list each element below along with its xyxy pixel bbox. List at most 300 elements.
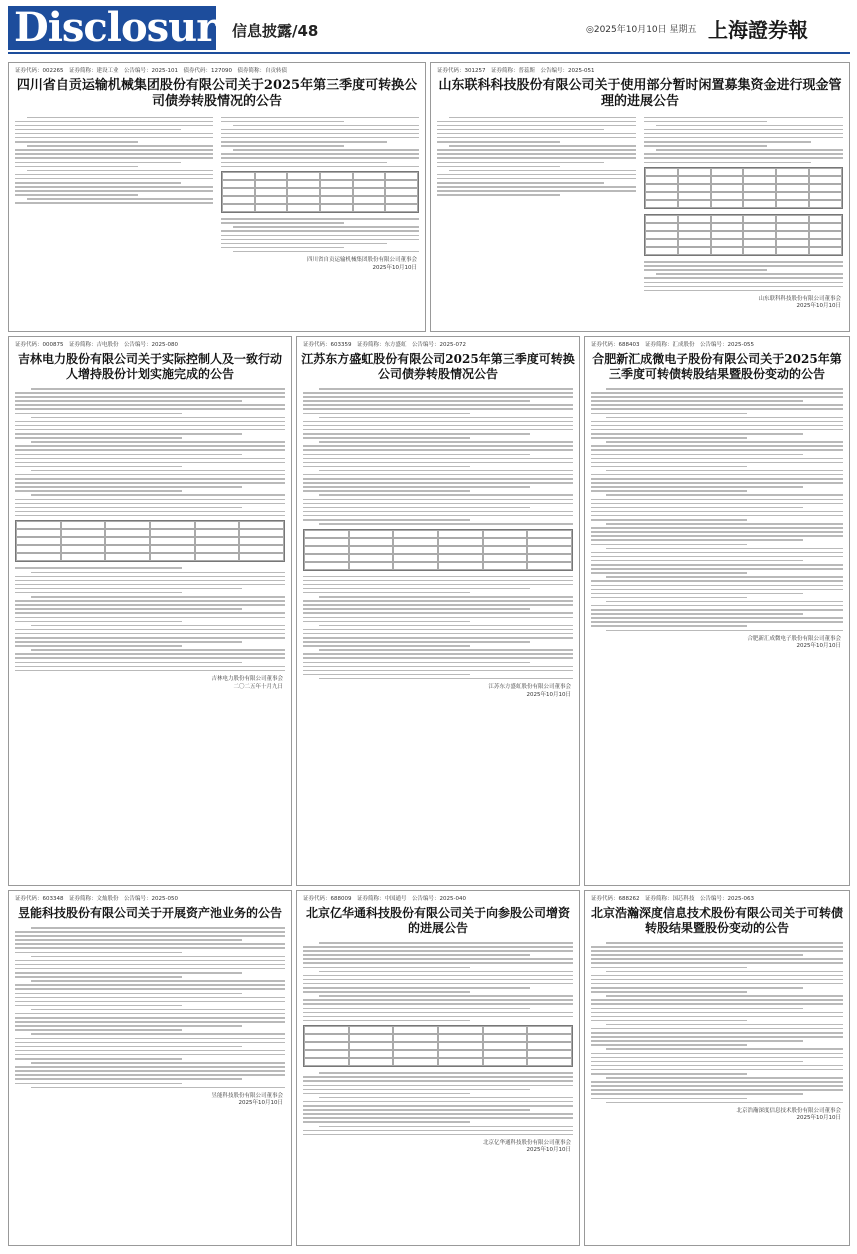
text-line	[303, 421, 573, 423]
text-line	[303, 588, 530, 590]
table-cell	[304, 546, 349, 554]
announcement-body	[585, 942, 849, 1106]
table-cell	[255, 188, 288, 196]
text-line	[591, 621, 843, 623]
text-line	[606, 601, 843, 603]
text-line	[437, 178, 636, 180]
table-cell	[255, 172, 288, 180]
text-line	[591, 1003, 843, 1005]
table-cell	[809, 231, 842, 239]
text-line	[303, 950, 573, 952]
table-cell	[150, 521, 195, 529]
text-line	[303, 637, 573, 639]
text-line	[15, 972, 242, 974]
table-cell	[393, 1026, 438, 1034]
table-cell	[349, 546, 394, 554]
text-line	[31, 470, 285, 472]
text-line	[303, 454, 530, 456]
text-line	[319, 1072, 573, 1074]
table-cell	[349, 530, 394, 538]
table-cell	[527, 562, 572, 570]
text-line	[15, 612, 285, 614]
text-line	[15, 121, 213, 123]
text-line	[437, 194, 560, 196]
text-line	[591, 580, 843, 582]
table-cell	[809, 215, 842, 223]
text-line	[319, 417, 573, 419]
text-line	[591, 1053, 843, 1055]
text-line	[31, 625, 285, 627]
text-line	[591, 979, 843, 981]
table-cell	[287, 188, 320, 196]
text-line	[303, 653, 573, 655]
text-line	[15, 1038, 285, 1040]
text-line	[303, 433, 530, 435]
text-line	[15, 454, 242, 456]
text-line	[591, 585, 843, 587]
announcement-title: 合肥新汇成微电子股份有限公司关于2025年第三季度可转债转股结果暨股份变动的公告	[592, 352, 842, 381]
table-cell	[304, 562, 349, 570]
text-line	[656, 273, 843, 275]
text-line	[303, 408, 573, 410]
text-line	[591, 507, 803, 509]
text-line	[319, 942, 573, 944]
text-line	[303, 979, 573, 981]
text-line	[606, 548, 843, 550]
text-line	[27, 170, 213, 172]
text-line	[591, 1057, 843, 1059]
text-line	[644, 290, 811, 292]
text-line	[319, 971, 573, 973]
table-cell	[678, 231, 711, 239]
text-line	[15, 482, 285, 484]
text-line	[437, 125, 636, 127]
table-cell	[287, 172, 320, 180]
announcement-jilin-electric	[8, 336, 292, 886]
text-line	[303, 621, 470, 623]
text-line	[591, 458, 843, 460]
text-line	[15, 437, 182, 439]
signature-block: 北京亿华通科技股份有限公司董事会 2025年10月10日	[482, 1139, 571, 1154]
text-line	[591, 1081, 843, 1083]
text-line	[31, 1062, 285, 1064]
text-line	[303, 396, 573, 398]
text-line	[15, 952, 182, 954]
text-line	[591, 449, 843, 451]
text-line	[303, 437, 470, 439]
table-cell	[527, 1058, 572, 1066]
text-line	[221, 141, 387, 143]
table-cell	[711, 215, 744, 223]
text-line	[15, 960, 285, 962]
table-cell	[61, 553, 106, 561]
text-line	[591, 609, 843, 611]
text-line	[591, 1093, 803, 1095]
text-line	[15, 1025, 242, 1027]
table-cell	[385, 172, 418, 180]
text-line	[15, 1050, 285, 1052]
table-cell	[287, 196, 320, 204]
table-cell	[743, 184, 776, 192]
text-line	[303, 962, 573, 964]
announcement-body	[585, 388, 849, 634]
table-cell	[776, 200, 809, 208]
text-line	[15, 515, 285, 517]
announcement-body	[9, 117, 425, 255]
text-line	[591, 462, 843, 464]
text-line	[319, 995, 573, 997]
text-line	[606, 1077, 843, 1079]
table-cell	[349, 1058, 394, 1066]
table-cell	[349, 1050, 394, 1058]
text-line	[319, 523, 573, 525]
stock-codes: 证券代码：603359 证券简称：东方盛虹 公告编号：2025-072	[303, 342, 466, 348]
text-line	[303, 604, 573, 606]
text-line	[15, 1005, 182, 1007]
text-line	[606, 388, 843, 390]
text-line	[15, 1017, 285, 1019]
table-cell	[105, 545, 150, 553]
text-line	[591, 958, 843, 960]
text-line	[591, 396, 843, 398]
text-line	[221, 230, 419, 232]
text-line	[606, 523, 843, 525]
table-cell	[678, 247, 711, 255]
announcement-title: 北京亿华通科技股份有限公司关于向参股公司增资的进展公告	[305, 906, 570, 935]
text-line	[221, 137, 419, 139]
signature-block: 江苏东方盛虹股份有限公司董事会 2025年10月10日	[488, 684, 571, 698]
disclosure-logo: Disclosure	[8, 6, 216, 50]
table-cell	[527, 538, 572, 546]
text-line	[644, 269, 767, 271]
text-line	[15, 588, 242, 590]
text-line	[319, 470, 573, 472]
table-cell	[349, 554, 394, 562]
text-line	[15, 1083, 182, 1085]
text-line	[303, 674, 470, 676]
text-line	[449, 145, 636, 147]
text-line	[591, 983, 843, 985]
table-cell	[743, 192, 776, 200]
text-line	[31, 1087, 285, 1089]
text-line	[591, 1032, 843, 1034]
table-cell	[483, 1034, 528, 1042]
text-line	[319, 441, 573, 443]
text-line	[303, 999, 573, 1001]
text-line	[221, 166, 419, 168]
text-line	[303, 429, 573, 431]
signature-block: 四川省自贡运输机械集团股份有限公司董事会 2025年10月10日	[306, 256, 417, 271]
text-line	[606, 1048, 843, 1050]
text-line	[591, 991, 747, 993]
text-line	[15, 1078, 242, 1080]
announcement-title: 吉林电力股份有限公司关于实际控制人及一致行动人增持股份计划实施完成的公告	[17, 352, 282, 381]
text-line	[606, 971, 843, 973]
announcement-title: 江苏东方盛虹股份有限公司2025年第三季度可转换公司债券转股情况公告	[301, 352, 575, 381]
announcement-shandong-lianke	[430, 62, 850, 332]
text-line	[591, 1098, 747, 1100]
text-line	[15, 445, 285, 447]
text-line	[591, 1028, 843, 1030]
table-cell	[255, 196, 288, 204]
text-line	[15, 462, 285, 464]
text-line	[15, 449, 285, 451]
table-cell	[678, 215, 711, 223]
text-line	[15, 141, 138, 143]
table-cell	[645, 168, 678, 176]
table-cell	[527, 1042, 572, 1050]
text-line	[31, 388, 285, 390]
table-cell	[105, 529, 150, 537]
table-cell	[678, 223, 711, 231]
text-line	[15, 408, 285, 410]
text-line	[591, 597, 747, 599]
text-line	[437, 182, 604, 184]
text-line	[303, 617, 573, 619]
text-line	[319, 625, 573, 627]
text-line	[644, 141, 811, 143]
text-line	[15, 413, 182, 415]
text-line	[303, 1105, 573, 1107]
table-cell	[711, 247, 744, 255]
table-cell	[645, 215, 678, 223]
text-line	[591, 560, 803, 562]
table-cell	[385, 196, 418, 204]
text-line	[303, 490, 470, 492]
text-line	[591, 605, 843, 607]
announcement-beijing-haohan	[584, 890, 850, 1246]
text-line	[591, 433, 803, 435]
text-line	[591, 572, 747, 574]
announcement-body	[297, 942, 579, 1138]
text-line	[644, 282, 843, 284]
text-line	[15, 943, 285, 945]
text-line	[233, 251, 419, 253]
text-line	[15, 584, 285, 586]
table-cell	[809, 239, 842, 247]
table-cell	[320, 196, 353, 204]
text-line	[221, 121, 344, 123]
text-line	[15, 604, 285, 606]
text-line	[591, 437, 747, 439]
table-cell	[776, 168, 809, 176]
table-cell	[304, 1050, 349, 1058]
text-line	[303, 608, 530, 610]
text-line	[15, 474, 285, 476]
table-cell	[743, 247, 776, 255]
text-line	[591, 987, 803, 989]
text-line	[303, 1130, 573, 1132]
text-line	[303, 1016, 573, 1018]
text-line	[15, 657, 285, 659]
text-line	[15, 153, 213, 155]
table-cell	[678, 192, 711, 200]
text-line	[319, 1126, 573, 1128]
table-cell	[678, 239, 711, 247]
table-cell	[320, 188, 353, 196]
table-cell	[438, 562, 483, 570]
table-cell	[349, 538, 394, 546]
text-line	[303, 987, 530, 989]
text-line	[303, 666, 573, 668]
text-line	[15, 133, 213, 135]
text-line	[31, 417, 285, 419]
text-line	[644, 286, 843, 288]
text-line	[303, 413, 470, 415]
text-line	[221, 157, 419, 159]
text-line	[15, 182, 181, 184]
table-cell	[483, 1050, 528, 1058]
table-cell	[304, 1058, 349, 1066]
data-table	[303, 1025, 573, 1067]
text-line	[303, 400, 530, 402]
text-line	[303, 482, 573, 484]
stock-codes: 证券代码：688009 证券简称：中国通号 公告编号：2025-040	[303, 896, 466, 902]
text-line	[303, 499, 573, 501]
text-line	[15, 458, 285, 460]
table-cell	[645, 176, 678, 184]
text-line	[591, 613, 803, 615]
text-line	[644, 117, 843, 119]
text-line	[303, 958, 573, 960]
table-cell	[393, 1050, 438, 1058]
text-line	[303, 1109, 530, 1111]
table-cell	[645, 200, 678, 208]
text-line	[606, 441, 843, 443]
text-line	[591, 531, 843, 533]
text-line	[221, 145, 344, 147]
text-line	[15, 931, 285, 933]
text-line	[591, 954, 803, 956]
text-line	[437, 141, 560, 143]
table-cell	[711, 184, 744, 192]
table-cell	[195, 537, 240, 545]
text-line	[15, 1013, 285, 1015]
text-line	[606, 630, 843, 632]
table-cell	[61, 537, 106, 545]
text-line	[591, 1065, 843, 1067]
table-cell	[743, 176, 776, 184]
text-line	[221, 235, 419, 237]
text-line	[15, 490, 182, 492]
table-cell	[483, 1026, 528, 1034]
text-line	[303, 1020, 470, 1022]
text-line	[591, 1061, 803, 1063]
text-line	[15, 662, 242, 664]
text-line	[15, 1021, 285, 1023]
table-cell	[483, 530, 528, 538]
text-line	[591, 499, 843, 501]
table-cell	[743, 215, 776, 223]
text-line	[15, 997, 285, 999]
text-line	[221, 218, 419, 220]
text-line	[15, 653, 285, 655]
stock-codes: 证券代码：002265 证券简称：建设工业 公告编号：2025-101 债券代码：127090 债券简称：自贡转债	[15, 68, 287, 74]
table-cell	[304, 538, 349, 546]
table-cell	[320, 180, 353, 188]
text-line	[606, 1024, 843, 1026]
signature-block: 北京浩瀚深度信息技术股份有限公司董事会 2025年10月10日	[736, 1107, 841, 1122]
table-cell	[353, 196, 386, 204]
text-line	[15, 125, 213, 127]
text-line	[591, 466, 747, 468]
text-line	[15, 396, 285, 398]
text-line	[591, 478, 843, 480]
text-line	[591, 1044, 747, 1046]
table-cell	[150, 553, 195, 561]
text-line	[591, 1012, 843, 1014]
text-line	[15, 166, 138, 168]
text-line	[15, 466, 182, 468]
text-line	[591, 1040, 803, 1042]
text-line	[303, 1093, 470, 1095]
table-cell	[150, 529, 195, 537]
text-line	[591, 519, 747, 521]
text-line	[656, 125, 843, 127]
text-line	[591, 1016, 843, 1018]
table-cell	[222, 204, 255, 212]
table-cell	[438, 1050, 483, 1058]
text-line	[303, 662, 530, 664]
text-line	[591, 527, 843, 529]
text-line	[644, 157, 843, 159]
table-cell	[776, 223, 809, 231]
table-cell	[195, 553, 240, 561]
signature-block: 吉林电力股份有限公司董事会 二〇二五年十月九日	[211, 675, 283, 690]
table-cell	[393, 1042, 438, 1050]
text-line	[319, 596, 573, 598]
table-cell	[776, 239, 809, 247]
text-line	[15, 1058, 182, 1060]
table-cell	[255, 180, 288, 188]
table-cell	[353, 204, 386, 212]
table-cell	[349, 1042, 394, 1050]
text-line	[15, 129, 181, 131]
text-line	[15, 984, 285, 986]
table-cell	[438, 1042, 483, 1050]
text-line	[591, 413, 747, 415]
table-cell	[222, 188, 255, 196]
table-cell	[645, 184, 678, 192]
text-line	[591, 1036, 843, 1038]
text-line	[437, 190, 636, 192]
text-line	[31, 494, 285, 496]
data-table	[303, 529, 573, 571]
table-cell	[304, 1042, 349, 1050]
text-line	[221, 153, 419, 155]
text-line	[644, 261, 843, 263]
table-cell	[61, 545, 106, 553]
text-line	[591, 1008, 803, 1010]
text-line	[591, 962, 843, 964]
text-line	[591, 589, 843, 591]
text-line	[644, 162, 811, 164]
table-cell	[711, 231, 744, 239]
text-line	[303, 600, 573, 602]
table-cell	[483, 1042, 528, 1050]
text-line	[644, 277, 843, 279]
text-line	[15, 947, 285, 949]
text-line	[15, 162, 181, 164]
table-cell	[150, 537, 195, 545]
announcement-hefei-huicheng	[584, 336, 850, 886]
table-cell	[438, 1026, 483, 1034]
table-cell	[222, 196, 255, 204]
text-line	[303, 1089, 530, 1091]
text-line	[591, 556, 843, 558]
table-cell	[809, 247, 842, 255]
table-cell	[304, 1034, 349, 1042]
